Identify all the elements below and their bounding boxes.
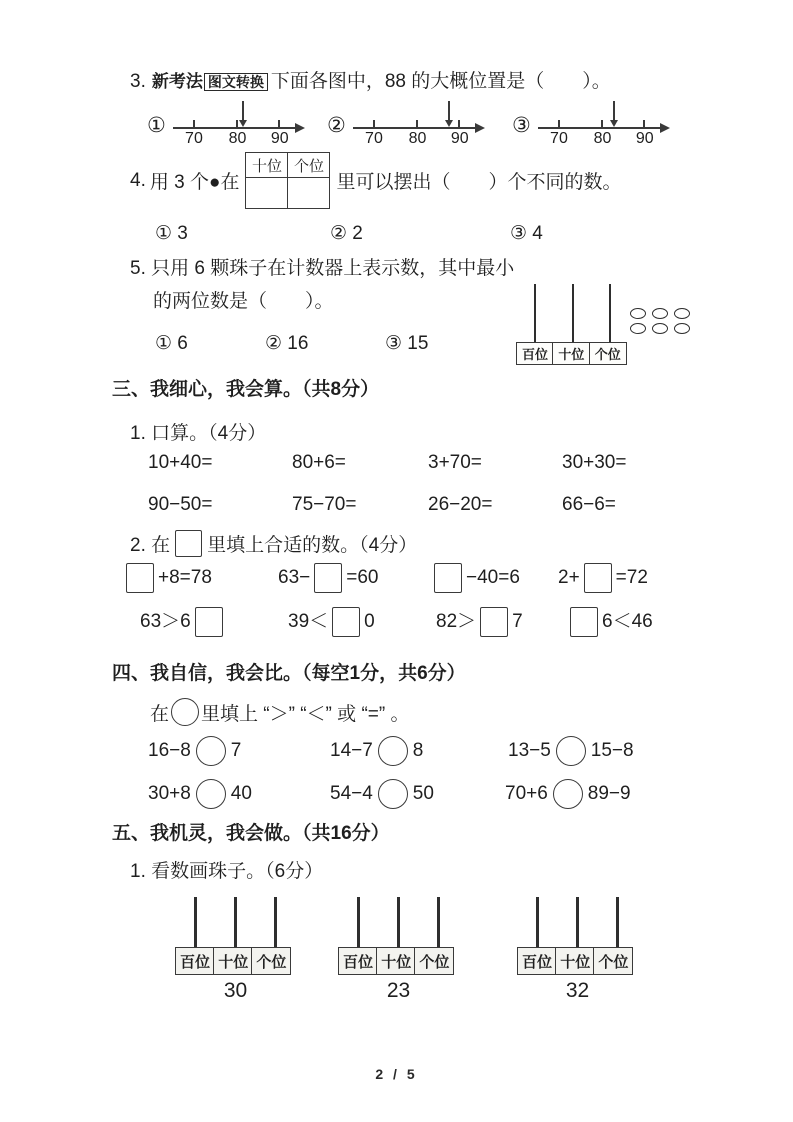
fill-item-8 [566, 606, 653, 638]
hundreds-label: 百位 [517, 947, 557, 975]
compare-item-4 [148, 778, 252, 810]
position-arrow-icon [609, 101, 619, 127]
compare-right: 7 [230, 740, 242, 761]
axis-arrowhead-icon [475, 123, 485, 133]
ones-rod [437, 897, 440, 947]
axis-arrowhead-icon [660, 123, 670, 133]
bead-icon [674, 323, 690, 334]
fill-item-7 [436, 606, 523, 638]
compare-item-6 [505, 778, 631, 810]
position-arrow-icon [444, 101, 454, 127]
question-5-line1: 只用 6 颗珠子在计数器上表示数，其中最小 [151, 258, 515, 279]
target-number: 23 [386, 979, 411, 1002]
bead-icon [652, 308, 668, 319]
q4-option-1: ① 3 [155, 223, 188, 244]
tick-label: 80 [408, 130, 427, 147]
question-3-prompt: 下面各图中，88 的大概位置是（ ）。 [270, 71, 611, 92]
answer-box [570, 607, 598, 637]
section-4-title: 四、我自信，我会比。（每空1分，共6分） [112, 663, 466, 684]
q2-title-pre: 2. 在 [130, 535, 171, 556]
ones-label: 个位 [251, 947, 291, 975]
question-5-line2: 的两位数是（ ）。 [153, 291, 334, 312]
answer-circle [196, 736, 226, 766]
tick-label: 70 [185, 130, 203, 147]
fill-post: +8=78 [158, 567, 212, 588]
bead-icon [630, 308, 646, 319]
section-3-q2-title [130, 530, 417, 557]
tick-90 [643, 120, 645, 128]
target-number: 30 [223, 979, 248, 1002]
option-1-label: ① [147, 114, 166, 137]
bead-icon [630, 323, 646, 334]
tick-label: 90 [635, 130, 654, 147]
tens-rod [234, 897, 237, 947]
answer-circle [553, 779, 583, 809]
number-line-3 [538, 100, 670, 152]
question-4-post: 里可以摆出（ ）个不同的数。 [336, 172, 622, 193]
position-arrow-icon [238, 101, 248, 127]
fill-item-2 [278, 562, 378, 594]
compare-right: 40 [230, 783, 252, 804]
ones-rod [609, 284, 611, 342]
question-3-number: 3. [130, 71, 146, 92]
fill-post: 6＜46 [602, 611, 653, 632]
compare-right: 15−8 [590, 740, 634, 761]
tick-label: 90 [270, 130, 289, 147]
tick-70 [558, 120, 560, 128]
option-3-label: ③ [512, 114, 531, 137]
target-number: 32 [565, 979, 590, 1002]
tens-label: 十位 [552, 342, 590, 365]
section-3-q1-title: 1. 口算。（4分） [130, 423, 267, 444]
abacus-base [338, 947, 454, 975]
fill-pre: 63＞6 [140, 611, 191, 632]
oral-calc-7: 26−20= [428, 494, 493, 515]
section-5-q1-title: 1. 看数画珠子。（6分） [130, 861, 324, 882]
answer-box [175, 530, 202, 557]
section-4-instruction [150, 698, 409, 726]
instruction-post: 里填上 “＞” “＜” 或 “=” 。 [201, 703, 410, 725]
fill-pre: 2+ [558, 567, 580, 588]
answer-box [195, 607, 223, 637]
abacus-base [175, 947, 291, 975]
ones-rod [616, 897, 619, 947]
hundreds-label: 百位 [516, 342, 554, 365]
ones-header: 个位 [288, 153, 330, 178]
fill-item-1 [122, 562, 212, 594]
answer-circle [556, 736, 586, 766]
compare-right: 8 [412, 740, 424, 761]
compare-right: 50 [412, 783, 434, 804]
fill-post: 0 [364, 611, 375, 632]
instruction-pre: 在 [150, 703, 170, 725]
question-3-text [130, 66, 611, 93]
tick-90 [458, 120, 460, 128]
ones-label: 个位 [589, 342, 627, 365]
tens-rod [576, 897, 579, 947]
fill-post: −40=6 [466, 567, 520, 588]
tick-label: 80 [593, 130, 612, 147]
question-5-number: 5. [130, 258, 146, 279]
question-4-text [130, 152, 621, 209]
oral-calc-6: 75−70= [292, 494, 357, 515]
tens-label: 十位 [376, 947, 416, 975]
compare-left: 14−7 [330, 740, 373, 761]
answer-box [480, 607, 508, 637]
compare-left: 70+6 [505, 783, 548, 804]
bead-icon [652, 323, 668, 334]
counter-base [516, 342, 627, 365]
q5-option-3: ③ 15 [385, 333, 429, 354]
oral-calc-8: 66−6= [562, 494, 616, 515]
q4-option-2: ② 2 [330, 223, 363, 244]
oral-calc-1: 10+40= [148, 452, 213, 473]
answer-box [584, 563, 612, 593]
fill-pre: 82＞ [436, 611, 477, 632]
fill-post: =60 [346, 567, 379, 588]
fill-post: =72 [615, 567, 648, 588]
q2-title-post: 里填上合适的数。（4分） [207, 535, 418, 556]
hundreds-label: 百位 [338, 947, 378, 975]
question-4-pre: 用 3 个●在 [149, 172, 240, 193]
compare-left: 30+8 [148, 783, 191, 804]
answer-box [434, 563, 462, 593]
hundreds-rod [194, 897, 197, 947]
tens-label: 十位 [213, 947, 253, 975]
answer-circle [171, 698, 199, 726]
abacus-base [517, 947, 633, 975]
fill-pre: 63− [278, 567, 311, 588]
counter-diagram [516, 284, 630, 365]
q5-option-2: ② 16 [265, 333, 309, 354]
number-line-1 [173, 100, 305, 152]
oral-calc-4: 30+30= [562, 452, 627, 473]
bead-icon [674, 308, 690, 319]
q5-option-1: ① 6 [155, 333, 188, 354]
ones-rod [274, 897, 277, 947]
tick-80 [416, 120, 418, 128]
compare-left: 13−5 [508, 740, 551, 761]
tick-label: 80 [228, 130, 247, 147]
tens-rod [397, 897, 400, 947]
place-value-table [245, 152, 330, 209]
number-line-option-3 [512, 100, 670, 152]
ones-cell [288, 178, 330, 209]
oral-calc-2: 80+6= [292, 452, 346, 473]
section-5-title: 五、我机灵，我会做。（共16分） [112, 823, 390, 844]
ones-label: 个位 [414, 947, 454, 975]
fill-pre: 39＜ [288, 611, 329, 632]
answer-circle [378, 736, 408, 766]
fill-item-3 [430, 562, 520, 594]
tens-label: 十位 [555, 947, 595, 975]
compare-item-2 [330, 735, 423, 767]
hundreds-rod [534, 284, 536, 342]
number-line-2 [353, 100, 485, 152]
tick-label: 70 [365, 130, 383, 147]
answer-box [314, 563, 342, 593]
tens-header: 十位 [246, 153, 288, 178]
hundreds-label: 百位 [175, 947, 215, 975]
compare-item-3 [508, 735, 634, 767]
option-2-label: ② [327, 114, 346, 137]
compare-right: 89−9 [587, 783, 631, 804]
tens-cell [246, 178, 288, 209]
tick-70 [193, 120, 195, 128]
answer-circle [378, 779, 408, 809]
tick-label: 70 [550, 130, 568, 147]
question-5-text [130, 252, 514, 318]
page-indicator: 2 / 5 [375, 1066, 418, 1082]
tick-label: 90 [450, 130, 469, 147]
tens-rod [572, 284, 574, 342]
ones-label: 个位 [593, 947, 633, 975]
fill-item-4 [558, 562, 648, 594]
pic-to-text-badge: 图文转换 [204, 73, 268, 91]
hundreds-rod [357, 897, 360, 947]
tick-90 [278, 120, 280, 128]
new-method-badge: 新考法 [151, 72, 203, 91]
number-line-option-2 [327, 100, 485, 152]
tick-70 [373, 120, 375, 128]
section-3-title: 三、我细心，我会算。（共8分） [112, 379, 380, 400]
compare-item-5 [330, 778, 434, 810]
tick-80 [601, 120, 603, 128]
number-line-option-1 [147, 100, 305, 152]
fill-post: 7 [512, 611, 523, 632]
compare-item-1 [148, 735, 241, 767]
oral-calc-3: 3+70= [428, 452, 482, 473]
compare-left: 54−4 [330, 783, 373, 804]
fill-item-6 [288, 606, 375, 638]
q4-option-3: ③ 4 [510, 223, 543, 244]
question-4-number: 4. [130, 169, 146, 191]
answer-circle [196, 779, 226, 809]
fill-item-5 [140, 606, 227, 638]
compare-left: 16−8 [148, 740, 191, 761]
answer-box [126, 563, 154, 593]
answer-box [332, 607, 360, 637]
axis-arrowhead-icon [295, 123, 305, 133]
hundreds-rod [536, 897, 539, 947]
oral-calc-5: 90−50= [148, 494, 213, 515]
loose-beads [630, 308, 690, 334]
